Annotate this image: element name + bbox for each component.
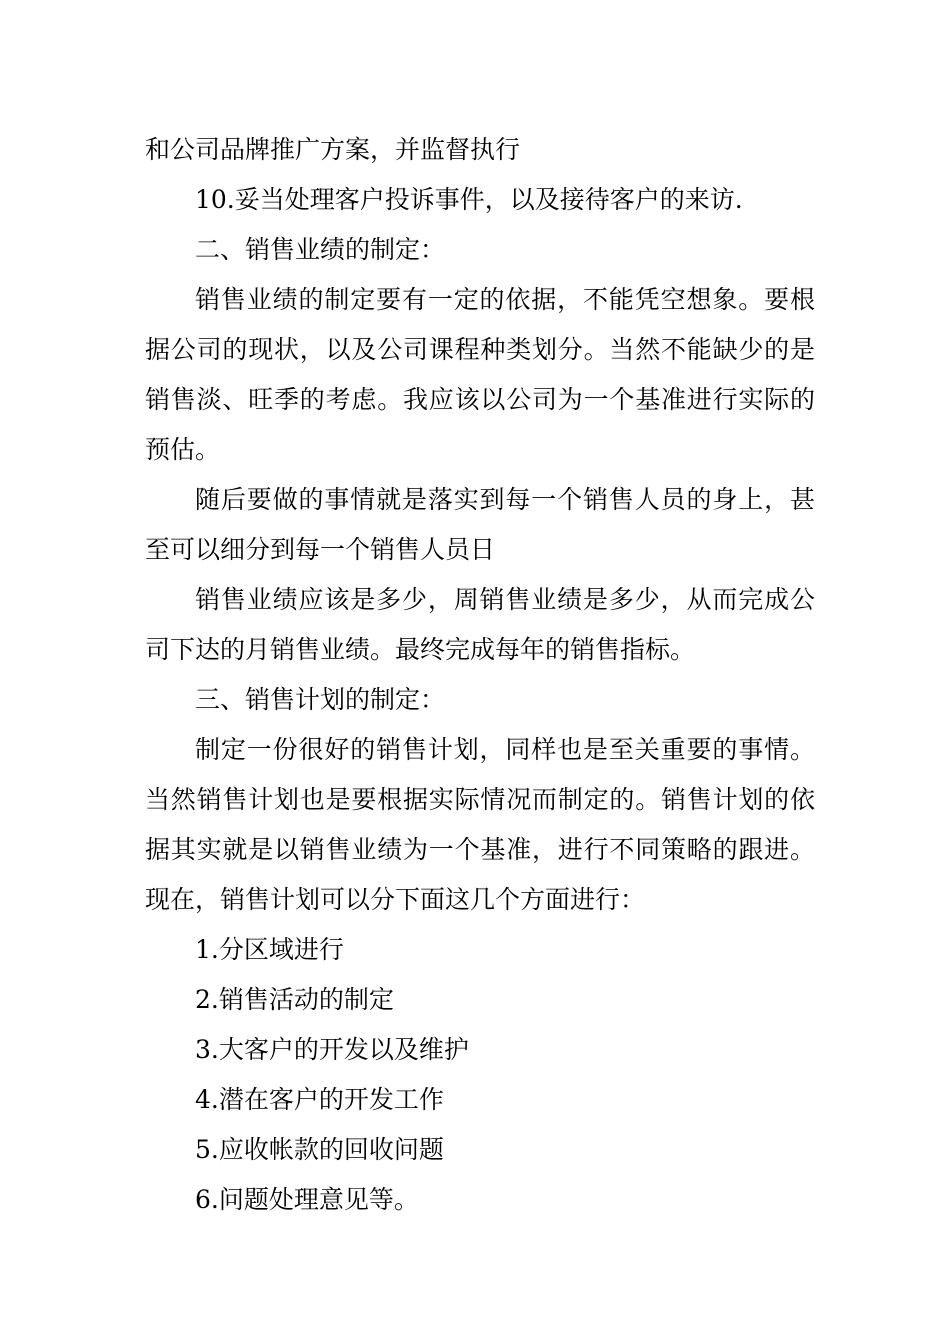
paragraph-line: 随后要做的事情就是落实到每一个销售人员的身上，甚 — [195, 485, 815, 514]
paragraph-line: 销售业绩的制定要有一定的依据，不能凭空想象。要根 — [195, 285, 815, 314]
list-item-10: 10.妥当处理客户投诉事件，以及接待客户的来访. — [195, 185, 743, 214]
paragraph-line: 销售业绩应该是多少，周销售业绩是多少，从而完成公 — [195, 585, 815, 614]
paragraph-line: 预估。 — [145, 435, 221, 464]
list-item-2: 2.销售活动的制定 — [195, 985, 394, 1014]
paragraph-line: 司下达的月销售业绩。最终完成每年的销售指标。 — [145, 635, 696, 664]
list-item-6: 6.问题处理意见等。 — [195, 1185, 419, 1214]
paragraph-line: 现在，销售计划可以分下面这几个方面进行： — [145, 885, 646, 914]
paragraph-line: 制定一份很好的销售计划，同样也是至关重要的事情。 — [195, 735, 815, 764]
paragraph-line: 和公司品牌推广方案，并监督执行 — [145, 135, 521, 164]
list-item-4: 4.潜在客户的开发工作 — [195, 1085, 444, 1114]
list-item-5: 5.应收帐款的回收问题 — [195, 1135, 444, 1164]
paragraph-line: 当然销售计划也是要根据实际情况而制定的。销售计划的依 — [145, 785, 815, 814]
paragraph-line: 据其实就是以销售业绩为一个基准，进行不同策略的跟进。 — [145, 835, 815, 864]
paragraph-line: 据公司的现状，以及公司课程种类划分。当然不能缺少的是 — [145, 335, 815, 364]
section-heading-2: 二、销售业绩的制定： — [195, 235, 446, 264]
paragraph-line: 至可以细分到每一个销售人员日 — [145, 535, 496, 564]
list-item-3: 3.大客户的开发以及维护 — [195, 1035, 469, 1064]
section-heading-3: 三、销售计划的制定： — [195, 685, 446, 714]
paragraph-line: 销售淡、旺季的考虑。我应该以公司为一个基准进行实际的 — [145, 385, 815, 414]
list-item-1: 1.分区域进行 — [195, 935, 344, 964]
